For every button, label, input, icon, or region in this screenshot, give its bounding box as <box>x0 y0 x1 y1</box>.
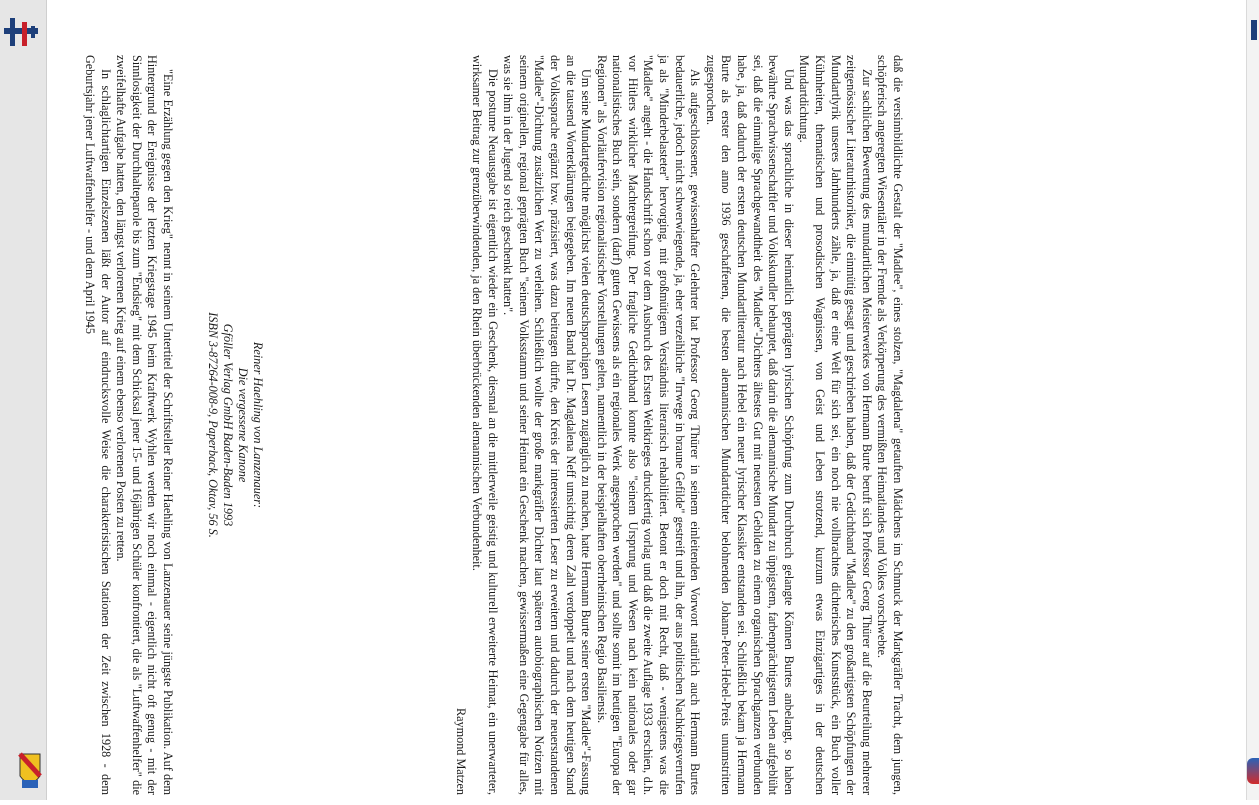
paragraph: Und was das sprachliche in dieser heimatlich geprägten lyrischen Schöpfung zum Durchbruch gelangte Können Burtes anbelangt, so haben bewährte Sprachwissenschaftler und Volkskundler behauptet, daß darin die alemannische Mundart zu üppigstem, farbenprächtigstem Leben aufgeblüht sei, daß die einmalige Sprachgewandtheit des "Madlee"-Dichters ältestes Gut mit neuesten Gebilden zu einem organischen Sprachganzen verbunden habe, ja, daß dadurch der ersten deutschen Mundartliteratur nach Hebel ein neuer lyrischer Klassiker entstanden sei. Schließlich bekam ja Hermann Burte als erster den anno 1936 geschaffenen, die besten alemannischen Mundartdichter belohnenden Johann-Peter-Hebel-Preis unumstritten zugesprochen. <box>703 55 796 795</box>
paragraph: Um seine Mundartgedichte möglichst vielen deutschsprachigen Lesern zugänglich zu machen, hatte Hermann Burte seiner ersten "Madlee"-Fassung an die tausend Worterklärungen beigegeben. Im neuen Band hat Dr. Magdalena Neff umsichtig deren Zahl verdoppelt und nach dem heutigen Stand der Volkssprache ergänzt bzw. präzisiert, was dazu beitragen dürfte, den Kreis der interessierten Leser zu erweitern und dadurch der neuerstandenen "Madlee"-Dichtung zusätzlichen Wert zu verleihen. Schließlich wollte der große markgräfler Dichter laut späteren autobiographischen Notizen mit seinem originellen, regional geprägten Buch "seinem Volksstamm und seiner Heimat ein Geschenk machen, gewissermaßen eine Gegengabe für alles, was sie ihm in der Jugend so reich geschenkt hatten". <box>501 55 594 795</box>
book-isbn: ISBN 3-87264-008-9, Paperback, Oktav, 56 S. <box>206 312 220 538</box>
book-author: Reiner Haehling von Lanzenauer: <box>251 341 265 509</box>
book-publisher: Gföller Verlag GmbH Baden-Baden 1993 <box>221 323 235 527</box>
author-signature: Raymond Matzen <box>454 708 469 795</box>
book-citation <box>205 55 265 795</box>
review-column <box>81 55 175 795</box>
article-column <box>453 55 905 795</box>
scanned-page <box>0 45 1035 805</box>
viewer-right-strip <box>1246 0 1259 800</box>
paragraph: In schlaglichtartigen Einzelszenen läßt der Autor auf eindrucksvolle Weise die charakteristischen Stationen der Zeit zwischen 1928 - dem Geburtsjahr jener Luftwaffenhelfer - und dem April 1945 <box>83 55 113 795</box>
page-marker <box>1251 20 1257 40</box>
rotated-page <box>0 45 1035 805</box>
book-title: Die vergessene Kanone <box>236 367 250 483</box>
paragraph: Zur sachlichen Bewertung des mundartlichen Meisterwerkes von Hermann Burte beruft sich Professor Georg Thürer auf die Beurteilung mehrerer zeitgenössischer Literaturhistoriker, die einmütig gesagt und geschrieben haben, daß der Gedichtband "Madlee" zu den großartigsten Schöpfungen der Mundartlyrik unseres Jahrhunderts zähle, ja, daß er eine Welt für sich sei, ein noch nie vollbrachtes dichterisches Kunststück, ein Buch voller Kühnheiten, thematischen und prosodischen Wagnissen, von Geist und Leben strotzend, kurzum etwas Einzigartiges in der deutschen Mundartdichtung. <box>797 55 874 795</box>
paragraph: Als aufgeschlossener, gewissenhafter Gelehrter hat Professor Georg Thürer in seinem einleitenden Vorwort natürlich auch Hermann Burtes bedauerliche, jedoch nicht schwerwiegende, ja, eher verzeihliche "Irrwege in braune Gefilde" gestreift und ihn, der aus politischen Nachkriegsverrufen ja als "Minderbelasteter" hervorging, mit großmütigem Verständnis literarisch rehabilitiert. Betont er doch mit Recht, daß - wenigstens was die "Madlee" angeht - die Handschrift schon vor dem Ausbruch des Ersten Weltkrieges druckfertig vorlag und daß die zweite Auflage 1933 erschien, d.h. vor Hitlers wirklicher Machtergreifung. Der fragliche Gedichtband konnte also "seinem Ursprung und Wesen nach kein nationales oder gar nationalistisches Buch sein, sondern (darf) guten Gewissens als ein regionales Werk angesprochen werden" und sollte somit im heutigen "Europa der Regionen" als Vorläufervision regionalistischer Vorstellungen gelten, namentlich in der beispielhaften oberrheinischen Regio Basiliensis. <box>594 55 703 795</box>
paragraph: Die postume Neuausgabe ist eigentlich wieder ein Geschenk, diesmal an die mittlerweile geistig und kulturell erweiterte Heimat, ein unerwarteter, wirksamer Beitrag zur grenzüberwindenden, ja den Rhein überbrückenden alemannischen Verbundenheit. <box>469 55 500 795</box>
paragraph: "Eine Erzählung gegen den Krieg" nennt in seinem Untertitel der Schriftsteller Reiner Haehling von Lanzenauer seine jüngste Publikation. Auf dem Hintergrund der Ereignisse der letzten Kriegstage 1945 beim Kraftwerk Wyhlen werden wir noch einmal - eigentlich nicht oft genug - mit der Sinnlosigkeit der Durchhalteparole bis zum "Endsieg" mit dem Schicksal jener 15- und 16jährigen Schüler konfrontiert, die als "Luftwaffenhelfer" die zweifelhafte Aufgabe hatten, den längst verlorenen Krieg auf einem ebenso verlorenen Posten zu retten. <box>114 55 175 795</box>
next-page-button[interactable] <box>1247 758 1259 784</box>
paragraph: daß die versinnbildlichte Gestalt der "Madlee", eines stolzen, "Magdalena" getauften Mädchens im Schmuck der Markgräfler Tracht, dem jungen, schöpferisch angeregten Wiesentäler in der Fremde als Verkörperung des vermißten Heimatlandes und Volkes vorschwebte. <box>875 55 905 795</box>
